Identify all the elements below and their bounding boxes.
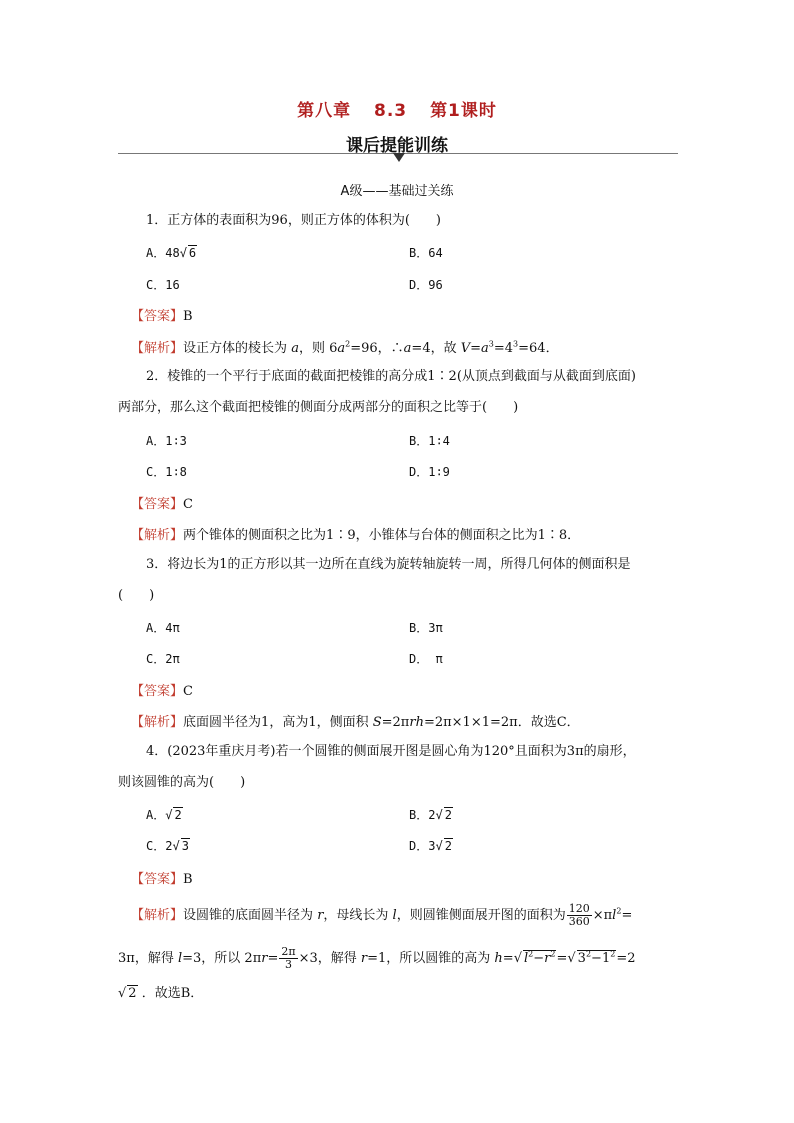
question-4-analysis-line-3 bbox=[118, 982, 203, 1001]
question-2-answer: 【答案】C bbox=[131, 497, 193, 512]
analysis-text: 3π，解得 bbox=[118, 951, 178, 966]
answer-value: C bbox=[183, 497, 193, 512]
radicand bbox=[577, 950, 617, 966]
analysis-label: 解析 bbox=[144, 528, 171, 543]
analysis-text: =1，所以圆锥的高为 bbox=[367, 951, 495, 966]
radicand: 2 bbox=[128, 986, 137, 1001]
question-4-answer: 【答案】B bbox=[131, 872, 193, 887]
sqrt-icon: √ 2 bbox=[118, 986, 137, 1001]
question-3-option-c: C．2π bbox=[146, 652, 180, 666]
triangle-down-icon bbox=[393, 153, 405, 162]
exponent: 3 bbox=[488, 339, 494, 349]
analysis-text: ，则圆锥侧面展开图的面积为 bbox=[396, 908, 566, 923]
question-3-option-a: A．4π bbox=[146, 621, 180, 635]
var-a: a bbox=[481, 341, 489, 356]
exponent: 2 bbox=[345, 339, 351, 349]
fraction-numerator: 120 bbox=[568, 902, 590, 915]
analysis-text: 设圆锥的底面圆半径为 bbox=[183, 908, 318, 923]
chapter-label: 第八章 bbox=[297, 101, 352, 121]
question-2-option-d: D．1∶9 bbox=[409, 465, 450, 479]
analysis-text: 设正方体的棱长为 bbox=[183, 341, 292, 356]
question-2-option-a: A．1∶3 bbox=[146, 434, 187, 448]
radicand: 3 bbox=[181, 839, 189, 853]
analysis-text: =3，所以 2π bbox=[182, 951, 262, 966]
analysis-text: = bbox=[621, 908, 633, 923]
analysis-text: 两个锥体的侧面积之比为1∶9，小锥体与台体的侧面积之比为1∶8． bbox=[183, 528, 581, 543]
radicand bbox=[523, 950, 556, 966]
question-2-option-b: B．1∶4 bbox=[409, 434, 450, 448]
analysis-text: =96，∴ bbox=[350, 341, 404, 356]
exponent: 2 bbox=[616, 906, 622, 916]
analysis-text: ，则 6 bbox=[298, 341, 338, 356]
exponent: 2 bbox=[585, 949, 592, 959]
radicand: 2 bbox=[444, 808, 452, 822]
analysis-text: ×3，解得 bbox=[298, 951, 361, 966]
radicand-part: 3 bbox=[577, 951, 586, 966]
fraction bbox=[567, 903, 592, 928]
sqrt-icon: √ 2 bbox=[435, 808, 452, 822]
var-l: l bbox=[177, 951, 183, 966]
exponent: 2 bbox=[550, 949, 556, 959]
chapter-title bbox=[0, 96, 794, 121]
var-rh: rh bbox=[409, 715, 424, 730]
var-r: r bbox=[360, 951, 368, 966]
question-4-analysis-line-1: 【解析】设圆锥的底面圆半径为 r，母线长为 l，则圆锥侧面展开图的面积为 $\frac{120}{360}$ $\times\pi l^2=$ bbox=[131, 902, 633, 928]
question-4-option-b bbox=[409, 806, 453, 823]
analysis-text: = bbox=[470, 341, 482, 356]
sqrt-icon: √ 3 bbox=[172, 839, 189, 853]
answer-label: 答案 bbox=[144, 684, 171, 699]
answer-label: 答案 bbox=[144, 872, 171, 887]
exponent: 2 bbox=[610, 949, 616, 959]
analysis-text: = bbox=[502, 951, 514, 966]
analysis-text: ×π bbox=[592, 908, 613, 923]
question-3-analysis: 【解析】底面圆半径为1，高为1，侧面积 S=2πrh=2π×1×1=2π．故选C． bbox=[131, 715, 580, 730]
fraction bbox=[279, 946, 297, 971]
question-2-analysis: 【解析】两个锥体的侧面积之比为1∶9，小锥体与台体的侧面积之比为1∶8． bbox=[131, 528, 581, 543]
var-l: l bbox=[612, 908, 617, 923]
exponent: 3 bbox=[513, 339, 519, 349]
analysis-text: =2 bbox=[616, 951, 636, 966]
exponent: 2 bbox=[528, 949, 534, 959]
question-3-option-d: D． π bbox=[409, 652, 443, 666]
question-3-option-b: B．3π bbox=[409, 621, 443, 635]
option-a-text: A． bbox=[146, 808, 166, 822]
sqrt-icon: √ 2 bbox=[435, 839, 452, 853]
var-l: l bbox=[392, 908, 397, 923]
fraction-denominator: 360 bbox=[568, 915, 590, 928]
analysis-text: 底面圆半径为1，高为1，侧面积 bbox=[183, 715, 373, 730]
radicand: 2 bbox=[174, 808, 182, 822]
lesson-label: 第1课时 bbox=[430, 101, 497, 121]
question-1-option-d: D．96 bbox=[409, 278, 443, 292]
question-1-option-c: C．16 bbox=[146, 278, 180, 292]
var-r: r bbox=[317, 908, 324, 923]
question-1-option-a bbox=[146, 244, 197, 261]
question-4-option-a bbox=[146, 806, 183, 823]
analysis-label: 解析 bbox=[144, 715, 171, 730]
fraction-numerator: 2π bbox=[281, 945, 296, 958]
var-l: l bbox=[524, 951, 529, 966]
level-heading: A级——基础过关练 bbox=[340, 184, 454, 199]
answer-label: 答案 bbox=[144, 497, 171, 512]
analysis-text: =64． bbox=[518, 341, 559, 356]
option-d-text: D．3 bbox=[409, 839, 436, 853]
var-h: h bbox=[494, 951, 503, 966]
radicand: 2 bbox=[444, 839, 452, 853]
radicand: 6 bbox=[188, 246, 197, 260]
analysis-label: 解析 bbox=[144, 908, 171, 923]
option-c-text: C．2 bbox=[146, 839, 173, 853]
sqrt-icon: √ $l^2-r^2$ bbox=[513, 949, 556, 966]
sqrt-icon: √ 6 bbox=[179, 246, 197, 260]
var-r: r bbox=[261, 951, 268, 966]
sqrt-icon: √ 2 bbox=[165, 808, 182, 822]
var-r: −r bbox=[533, 951, 551, 966]
radicand-part: −1 bbox=[591, 951, 611, 966]
question-4-option-c bbox=[146, 837, 190, 854]
option-a-text: A．48 bbox=[146, 246, 180, 260]
question-2-stem-line-2: 两部分，那么这个截面把棱锥的侧面分成两部分的面积之比等于( ) bbox=[118, 400, 519, 415]
section-number: 8.3 bbox=[374, 101, 408, 121]
answer-value: C bbox=[183, 684, 193, 699]
var-a: a bbox=[337, 341, 346, 356]
analysis-text: =2π×1×1=2π．故选C． bbox=[423, 715, 580, 730]
question-2-option-c: C．1∶8 bbox=[146, 465, 187, 479]
question-1-stem: 1．正方体的表面积为96，则正方体的体积为( ) bbox=[146, 213, 441, 228]
analysis-text: ，母线长为 bbox=[323, 908, 393, 923]
var-a: a bbox=[403, 341, 412, 356]
analysis-label: 解析 bbox=[144, 341, 171, 356]
answer-value: B bbox=[183, 309, 193, 324]
analysis-text: =4，故 bbox=[411, 341, 461, 356]
question-1-option-b: B．64 bbox=[409, 246, 443, 260]
analysis-text: = bbox=[556, 951, 568, 966]
fraction-denominator: 3 bbox=[284, 958, 292, 971]
analysis-text: ．故选B． bbox=[141, 986, 204, 1001]
question-2-stem-line-1: 2．棱锥的一个平行于底面的截面把棱锥的高分成1∶2(从顶点到截面与从截面到底面) bbox=[146, 369, 636, 384]
page-subtitle: 课后提能训练 bbox=[346, 136, 448, 156]
sqrt-icon: √ $3^2-1^2$ bbox=[567, 949, 616, 966]
var-v: V bbox=[460, 341, 471, 356]
analysis-text: =2π bbox=[381, 715, 410, 730]
answer-label: 答案 bbox=[144, 309, 171, 324]
var-a: a bbox=[291, 341, 299, 356]
question-1-answer: 【答案】B bbox=[131, 309, 193, 324]
question-4-stem-line-2: 则该圆锥的高为( ) bbox=[118, 775, 246, 790]
option-b-text: B．2 bbox=[409, 808, 436, 822]
question-3-stem-line-1: 3．将边长为1的正方形以其一边所在直线为旋转轴旋转一周，所得几何体的侧面积是 bbox=[146, 557, 631, 572]
question-4-option-d bbox=[409, 837, 453, 854]
var-s: S bbox=[372, 715, 382, 730]
question-1-analysis: 【解析】设正方体的棱长为 a，则 $6a^2=96$，∴a=4，故 $V=a^3=4^3=64$． bbox=[131, 339, 559, 356]
question-4-analysis-line-2: 3π，解得 l=3，所以 2πr= $\frac{2\pi}{3}$ ×3，解得 r=1，所以圆锥的高为 h=√ $l^2-r^2=√$ $3^2-1^2=2$ bbox=[118, 945, 636, 971]
question-4-stem-line-1: 4．(2023年重庆月考)若一个圆锥的侧面展开图是圆心角为120°且面积为3π的扇形， bbox=[146, 744, 636, 759]
answer-value: B bbox=[183, 872, 193, 887]
question-3-stem-line-2: ( ) bbox=[118, 588, 155, 603]
question-3-answer: 【答案】C bbox=[131, 684, 193, 699]
analysis-text: =4 bbox=[493, 341, 514, 356]
